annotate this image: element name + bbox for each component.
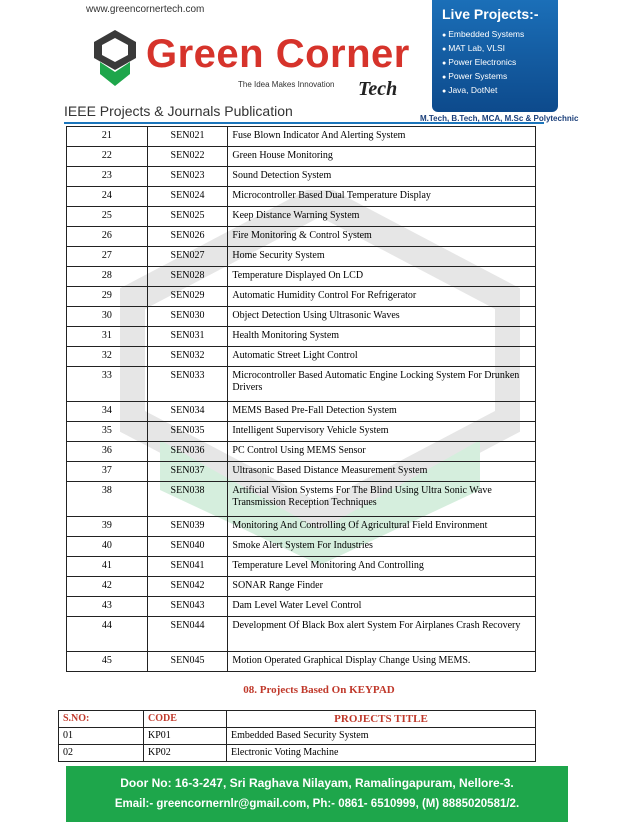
footer-address: Door No: 16-3-247, Sri Raghava Nilayam, Ramalingapuram, Nellore-3. xyxy=(120,776,514,790)
cell-title: Fire Monitoring & Control System xyxy=(228,227,536,247)
header-title: PROJECTS TITLE xyxy=(227,711,536,728)
cell-code: SEN044 xyxy=(147,617,228,652)
table-row xyxy=(67,482,536,517)
cell-title: Sound Detection System xyxy=(228,167,536,187)
cell-title: Monitoring And Controlling Of Agricultural Field Environment xyxy=(228,517,536,537)
cell-sno: 30 xyxy=(67,307,148,327)
table-row xyxy=(67,402,536,422)
cell-title: PC Control Using MEMS Sensor xyxy=(228,442,536,462)
table-row xyxy=(59,745,536,762)
cell-sno: 36 xyxy=(67,442,148,462)
logo-icon xyxy=(92,28,138,90)
live-item: ● Embedded Systems xyxy=(442,28,524,42)
live-projects-panel xyxy=(432,0,558,112)
table-row xyxy=(67,537,536,557)
table-row xyxy=(67,442,536,462)
cell-title: Artificial Vision Systems For The Blind Using Ultra Sonic Wave Transmission Reception Techniques xyxy=(228,482,536,517)
cell-sno: 43 xyxy=(67,597,148,617)
cell-code: SEN035 xyxy=(147,422,228,442)
cell-title: Smoke Alert System For Industries xyxy=(228,537,536,557)
cell-code: SEN029 xyxy=(147,287,228,307)
cell-title: Fuse Blown Indicator And Alerting System xyxy=(228,127,536,147)
cell-title: SONAR Range Finder xyxy=(228,577,536,597)
cell-title: Development Of Black Box alert System For Airplanes Crash Recovery xyxy=(228,617,536,652)
table-row xyxy=(67,557,536,577)
cell-title: Temperature Displayed On LCD xyxy=(228,267,536,287)
page-header xyxy=(0,0,638,128)
cell-sno: 37 xyxy=(67,462,148,482)
cell-code: SEN045 xyxy=(147,652,228,672)
cell-sno: 22 xyxy=(67,147,148,167)
cell-sno: 32 xyxy=(67,347,148,367)
cell-sno: 35 xyxy=(67,422,148,442)
cell-sno: 23 xyxy=(67,167,148,187)
table-row xyxy=(67,597,536,617)
cell-code: SEN039 xyxy=(147,517,228,537)
table-row xyxy=(67,577,536,597)
live-item: ● Power Systems xyxy=(442,70,524,84)
cell-code: SEN042 xyxy=(147,577,228,597)
cell-title: Temperature Level Monitoring And Controlling xyxy=(228,557,536,577)
cell-title: Home Security System xyxy=(228,247,536,267)
cell-sno: 21 xyxy=(67,127,148,147)
cell-sno: 38 xyxy=(67,482,148,517)
cell-code: SEN036 xyxy=(147,442,228,462)
cell-code: SEN026 xyxy=(147,227,228,247)
cell-code: SEN033 xyxy=(147,367,228,402)
cell-sno: 01 xyxy=(59,728,144,745)
table-row xyxy=(59,728,536,745)
table-row xyxy=(67,517,536,537)
cell-code: SEN040 xyxy=(147,537,228,557)
header-code: CODE xyxy=(144,711,227,728)
cell-sno: 28 xyxy=(67,267,148,287)
cell-code: SEN032 xyxy=(147,347,228,367)
live-item: ● MAT Lab, VLSI xyxy=(442,42,524,56)
cell-sno: 40 xyxy=(67,537,148,557)
cell-title: MEMS Based Pre-Fall Detection System xyxy=(228,402,536,422)
table-row xyxy=(67,287,536,307)
table-row xyxy=(67,462,536,482)
cell-code: SEN030 xyxy=(147,307,228,327)
table-row xyxy=(67,367,536,402)
cell-code: KP01 xyxy=(144,728,227,745)
table-header-row xyxy=(59,711,536,728)
tagline: The Idea Makes Innovation xyxy=(238,80,335,89)
page-footer xyxy=(66,766,568,822)
cell-title: Automatic Street Light Control xyxy=(228,347,536,367)
cell-sno: 33 xyxy=(67,367,148,402)
cell-code: SEN038 xyxy=(147,482,228,517)
table-row xyxy=(67,227,536,247)
table-row xyxy=(67,127,536,147)
cell-sno: 34 xyxy=(67,402,148,422)
cell-title: Intelligent Supervisory Vehicle System xyxy=(228,422,536,442)
live-item: ● Power Electronics xyxy=(442,56,524,70)
cell-sno: 29 xyxy=(67,287,148,307)
brand-name: Green Corner xyxy=(146,32,410,76)
cell-title: Motion Operated Graphical Display Change Using MEMS. xyxy=(228,652,536,672)
brand-tech: Tech xyxy=(358,78,398,100)
cell-code: SEN021 xyxy=(147,127,228,147)
table-row xyxy=(67,617,536,652)
cell-title: Health Monitoring System xyxy=(228,327,536,347)
cell-title: Object Detection Using Ultrasonic Waves xyxy=(228,307,536,327)
cell-title: Automatic Humidity Control For Refrigerator xyxy=(228,287,536,307)
cell-sno: 31 xyxy=(67,327,148,347)
cell-title: Embedded Based Security System xyxy=(227,728,536,745)
cell-code: SEN043 xyxy=(147,597,228,617)
table-row xyxy=(67,327,536,347)
cell-title: Green House Monitoring xyxy=(228,147,536,167)
table-row xyxy=(67,147,536,167)
cell-code: SEN024 xyxy=(147,187,228,207)
cell-sno: 44 xyxy=(67,617,148,652)
cell-sno: 27 xyxy=(67,247,148,267)
cell-sno: 42 xyxy=(67,577,148,597)
cell-title: Ultrasonic Based Distance Measurement System xyxy=(228,462,536,482)
cell-code: SEN025 xyxy=(147,207,228,227)
live-projects-title: Live Projects:- xyxy=(442,6,539,22)
cell-sno: 25 xyxy=(67,207,148,227)
table-row xyxy=(67,422,536,442)
footer-contact: Email:- greencornernlr@gmail.com, Ph:- 0861- 6510999, (M) 8885020581/2. xyxy=(114,798,520,810)
header-sno: S.NO: xyxy=(59,711,144,728)
degrees-line: M.Tech, B.Tech, MCA, M.Sc & Polytechnic xyxy=(420,114,579,123)
cell-sno: 26 xyxy=(67,227,148,247)
table-row xyxy=(67,167,536,187)
publication-heading: IEEE Projects & Journals Publication xyxy=(64,103,293,119)
cell-code: SEN041 xyxy=(147,557,228,577)
cell-title: Keep Distance Warning System xyxy=(228,207,536,227)
live-projects-list xyxy=(442,28,524,98)
table-row xyxy=(67,652,536,672)
live-item: ● Java, DotNet xyxy=(442,84,524,98)
cell-code: KP02 xyxy=(144,745,227,762)
keypad-table xyxy=(58,710,536,762)
cell-code: SEN027 xyxy=(147,247,228,267)
cell-code: SEN034 xyxy=(147,402,228,422)
cell-code: SEN037 xyxy=(147,462,228,482)
section-title: 08. Projects Based On KEYPAD xyxy=(243,684,395,696)
table-row xyxy=(67,347,536,367)
cell-code: SEN028 xyxy=(147,267,228,287)
projects-table xyxy=(66,126,536,672)
cell-code: SEN031 xyxy=(147,327,228,347)
cell-sno: 45 xyxy=(67,652,148,672)
cell-title: Microcontroller Based Dual Temperature Display xyxy=(228,187,536,207)
table-row xyxy=(67,207,536,227)
table-row xyxy=(67,187,536,207)
cell-sno: 39 xyxy=(67,517,148,537)
table-row xyxy=(67,247,536,267)
cell-sno: 24 xyxy=(67,187,148,207)
cell-title: Dam Level Water Level Control xyxy=(228,597,536,617)
cell-code: SEN023 xyxy=(147,167,228,187)
cell-sno: 02 xyxy=(59,745,144,762)
site-url: www.greencornertech.com xyxy=(86,4,205,15)
cell-title: Microcontroller Based Automatic Engine Locking System For Drunken Drivers xyxy=(228,367,536,402)
cell-code: SEN022 xyxy=(147,147,228,167)
table-row xyxy=(67,307,536,327)
cell-title: Electronic Voting Machine xyxy=(227,745,536,762)
cell-sno: 41 xyxy=(67,557,148,577)
table-row xyxy=(67,267,536,287)
